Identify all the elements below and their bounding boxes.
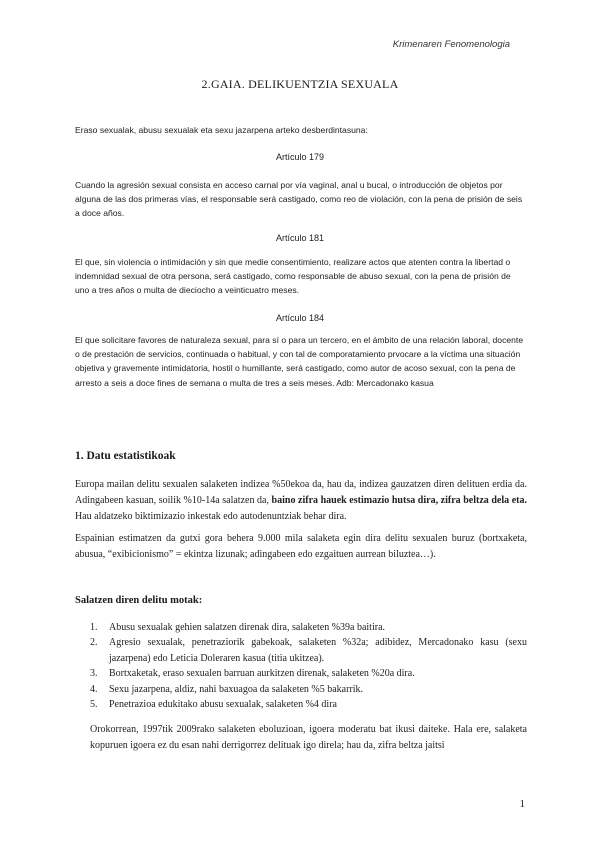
paragraph-text: Europa mailan delitu sexualen salaketen indizea %50ekoa da, hau da, indizea gauzatzen diren delituen erdia da. Adingabeen kasuan, soilik %10-14a salatzen da, xyxy=(75,479,527,507)
paragraph-bold-text: baino zifra hauek estimazio hutsa dira, zifra beltza dela eta. xyxy=(271,495,527,507)
article-184-heading: Artículo 184 xyxy=(275,313,325,323)
list-item xyxy=(75,666,527,681)
page-title: 2.GAIA. DELIKUENTZIA SEXUALA xyxy=(201,77,399,91)
list-item-text: Penetrazioa edukitako abusu sexualak, salaketen %4 dira xyxy=(109,699,337,711)
list-item-number: 1. xyxy=(90,622,98,633)
list-item-text: Bortxaketak, eraso sexualen barruan aurkitzen direnak, salaketen %20a dira. xyxy=(109,668,415,680)
article-184-text: El que solicitare favores de naturaleza sexual, para sí o para un tercero, en el ámbito de una relación laboral, docente o de prestación de servicios, continuada o habitual, y con tal de comporatamiento prvocare a la víctima una situación objetiva y gravemente intimidatoria, hostil o humillante, será castigado, como autor de acoso sexual, con la pena de arresto a seis a doce fines de semana o multa de tres a seis meses. Adb: Mercadonako kasua xyxy=(75,335,524,388)
running-header: Krimenaren Fenomenologia xyxy=(392,39,510,50)
list-item xyxy=(75,635,527,666)
article-181-heading: Artículo 181 xyxy=(275,233,325,243)
list-item-number: 4. xyxy=(90,683,98,695)
list-item-number: 3. xyxy=(90,668,98,680)
list-item-number: 2. xyxy=(90,637,98,649)
list-item-text: Agresio sexualak, penetraziorik gabekoak, salaketen %32a; adibidez, Mercadonako kasu (sexu jazarpena) edo Leticia Doleraren kasua (titia ukitzea). xyxy=(109,637,527,664)
list-item xyxy=(75,697,527,712)
list-item-number: 5. xyxy=(90,699,98,711)
intro-text: Eraso sexualak, abusu sexualak eta sexu jazarpena arteko desberdintasuna: xyxy=(75,125,368,135)
list-item xyxy=(75,620,527,635)
page-number: 1 xyxy=(519,798,525,810)
paragraph-text: Hau aldatzeko biktimizazio inkestak edo autodenuntziak behar dira. xyxy=(75,511,347,523)
list-item-text: Sexu jazarpena, aldiz, nahi baxuagoa da salaketen %5 bakarrik. xyxy=(109,683,364,695)
article-179-text: Cuando la agresión sexual consista en acceso carnal por vía vaginal, anal u bucal, o introducción de objetos por alguna de las dos primeras vías, el responsable será castigado, como reo de violación, con la pena de prisión de seis a doce años. xyxy=(75,180,523,219)
article-179-heading: Artículo 179 xyxy=(275,152,325,162)
article-181-text: El que, sin violencia o intimidación y sin que medie consentimiento, realizare actos que atenten contra la libertad o indemnidad sexual de otra persona, será castigado, como responsable de abuso sexual, con la pena de prisión de uno a tres años o multa de dieciocho a veinticuatro meses. xyxy=(75,257,511,296)
section-heading-datu-estatistikoak: 1. Datu estatistikoak xyxy=(75,450,176,462)
paragraph-orokorrean: Orokorrean, 1997tik 2009rako salaketen eboluzioan, igoera moderatu bat ikusi daiteke. Hala ere, salaketa kopuruen igoera ez du esan nahi derrigorrez delituak igo direla; hau da, zifra beltza jaitsi xyxy=(90,724,527,752)
paragraph-espainia: Espainian estimatzen da gutxi gora behera 9.000 mila salaketa egin dira delitu sexualen buruz (bortxaketa, abusua, “exibicionismo” = ekintza lizunak; adingabeen edo ezgaituen aurrean biluztea…). xyxy=(75,533,527,561)
list-item-text: Abusu sexualak gehien salatzen direnak dira, salaketen %39a baitira. xyxy=(109,622,386,633)
subheading-delitu-motak: Salatzen diren delitu motak: xyxy=(75,595,203,606)
list-item xyxy=(75,682,527,697)
paragraph-salaketen-indizea xyxy=(75,477,527,526)
delitu-motak-list xyxy=(75,620,527,712)
